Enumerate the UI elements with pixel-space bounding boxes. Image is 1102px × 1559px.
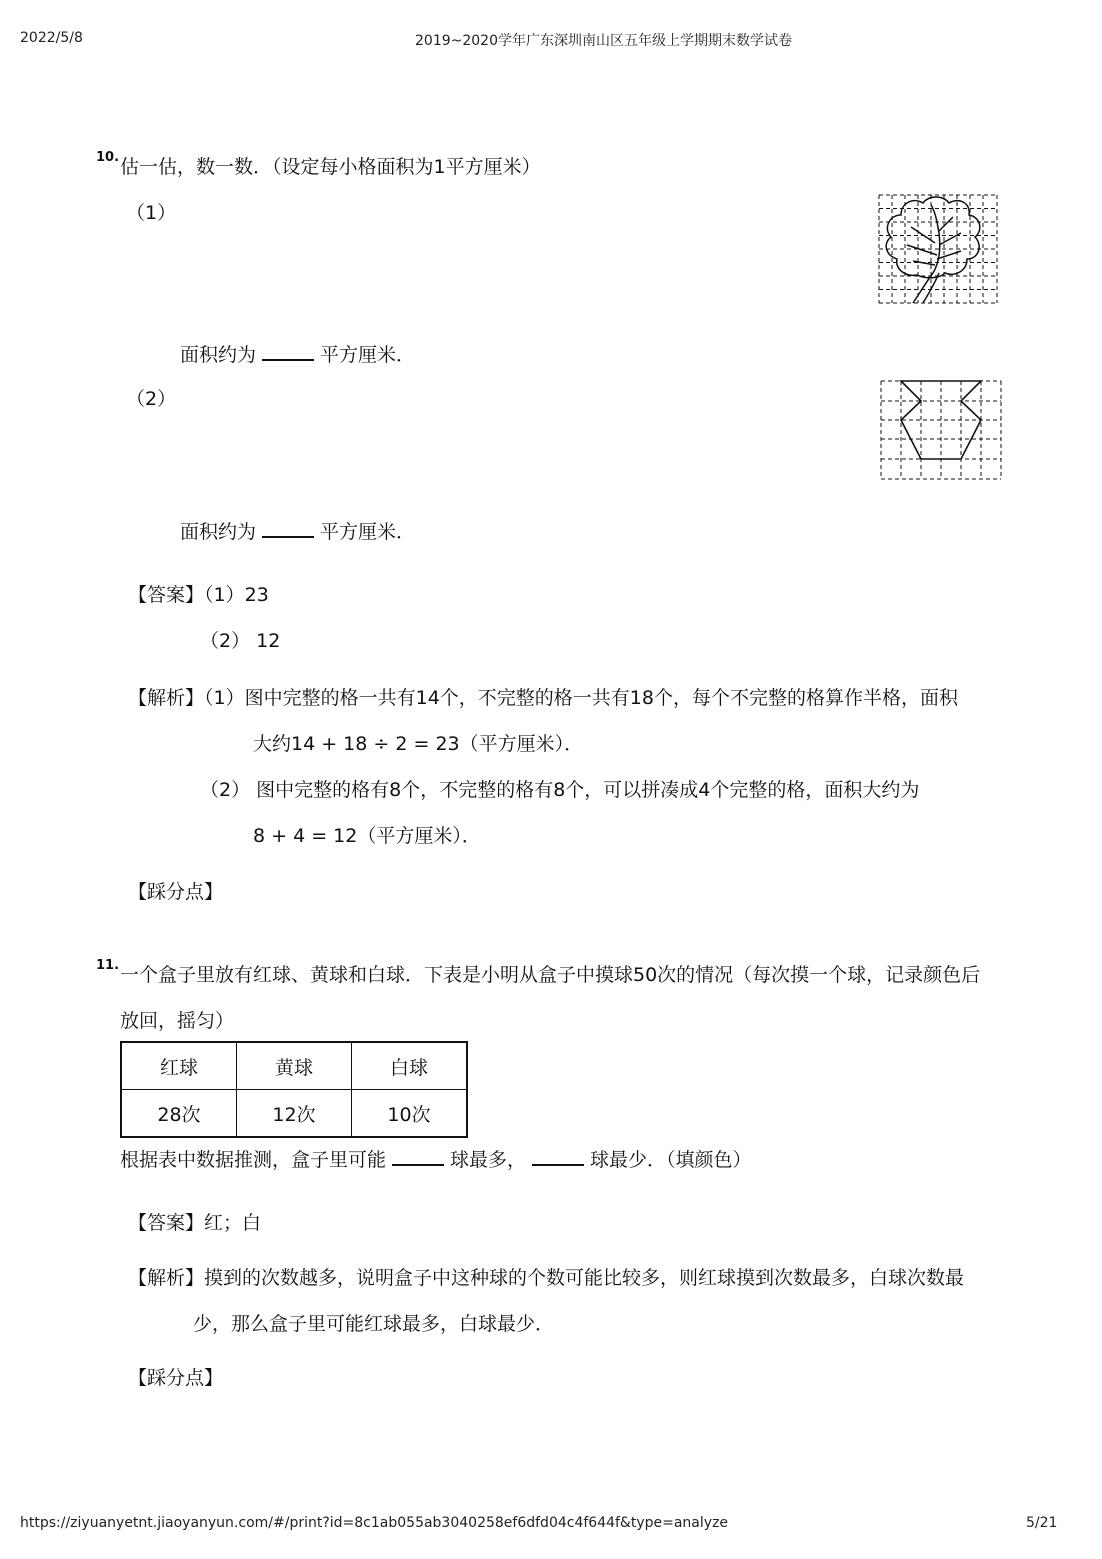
part-1-prefix: 面积约为 (180, 344, 257, 366)
question-number-11: 11. (96, 958, 120, 973)
analysis-label: 【解析】 (128, 1267, 205, 1289)
part-1-fill-in (180, 340, 415, 367)
part-1-label: （1） (126, 202, 177, 224)
q10-analysis (128, 683, 958, 710)
table-cell-white: 10次 (352, 1090, 468, 1138)
page-title: 2019~2020学年广东深圳南山区五年级上学期期末数学试卷 (415, 33, 792, 49)
page-number: 5/21 (1026, 1515, 1058, 1531)
question-11-stem-line-1: 一个盒子里放有红球、黄球和白球．下表是小明从盒子中摸球50次的情况（每次摸一个球，记录颜色后 (120, 964, 981, 986)
ball-count-table (120, 1041, 468, 1138)
q10-scoring-points: 【踩分点】 (128, 881, 224, 903)
most-color-blank[interactable] (392, 1146, 444, 1166)
q11-scoring-points: 【踩分点】 (128, 1367, 224, 1389)
q11-analysis (128, 1263, 964, 1290)
part-1-answer-blank[interactable] (262, 341, 314, 361)
q10-answer (128, 580, 269, 607)
analysis-line-1: 摸到的次数越多，说明盒子中这种球的个数可能比较多，则红球摸到次数最多，白球次数最 (204, 1267, 965, 1289)
question-10-stem: 估一估，数一数．（设定每小格面积为1平方厘米） (120, 156, 541, 178)
part-2-fill-in (180, 517, 415, 544)
question-11-part-1: 根据表中数据推测，盒子里可能 (120, 1149, 387, 1171)
answer-label: 【答案】 (128, 1212, 205, 1234)
part-2-answer-blank[interactable] (262, 518, 314, 538)
print-date: 2022/5/8 (20, 30, 83, 46)
table-row (121, 1090, 467, 1138)
least-color-blank[interactable] (532, 1146, 584, 1166)
table-header-row (121, 1042, 467, 1090)
table-cell-yellow: 12次 (237, 1090, 352, 1138)
vase-grid-figure (879, 379, 1003, 482)
question-number-10: 10. (96, 150, 120, 165)
table-header-red: 红球 (121, 1042, 237, 1090)
analysis-2-line-2: 8 + 4 = 12（平方厘米）． (253, 825, 481, 847)
part-2-suffix: 平方厘米． (320, 521, 416, 543)
answer-label: 【答案】 (128, 584, 205, 606)
part-1-suffix: 平方厘米． (320, 344, 416, 366)
analysis-1-line-1: （1）图中完整的格一共有14个，不完整的格一共有18个，每个不完整的格算作半格，面积 (204, 687, 958, 709)
answer-part-1: （1）23 (204, 584, 269, 606)
question-11-fill-in (120, 1145, 752, 1172)
question-11-part-3: 球最少．（填颜色） (590, 1149, 752, 1171)
question-11-part-2: 球最多， (450, 1149, 527, 1171)
analysis-line-2: 少，那么盒子里可能红球最多，白球最少． (193, 1313, 555, 1335)
table-header-yellow: 黄球 (237, 1042, 352, 1090)
part-2-label: （2） (126, 388, 177, 410)
table-cell-red: 28次 (121, 1090, 237, 1138)
analysis-2-line-1: （2） 图中完整的格有8个，不完整的格有8个，可以拼凑成4个完整的格，面积大约为 (200, 779, 920, 801)
question-11-stem-line-2: 放回，摇匀） (120, 1010, 235, 1032)
part-2-prefix: 面积约为 (180, 521, 257, 543)
answer-value: 红；白 (204, 1212, 262, 1234)
table-header-white: 白球 (352, 1042, 468, 1090)
leaf-grid-figure (877, 193, 999, 306)
answer-part-2: （2） 12 (200, 630, 281, 652)
analysis-1-line-2: 大约14 + 18 ÷ 2 = 23（平方厘米）． (253, 733, 584, 755)
analysis-label: 【解析】 (128, 687, 205, 709)
footer-url[interactable]: https://ziyuanyetnt.jiaoyanyun.com/#/print?id=8c1ab055ab3040258ef6dfd04c4f644f&type=analyze (20, 1515, 729, 1531)
q11-answer (128, 1208, 261, 1235)
